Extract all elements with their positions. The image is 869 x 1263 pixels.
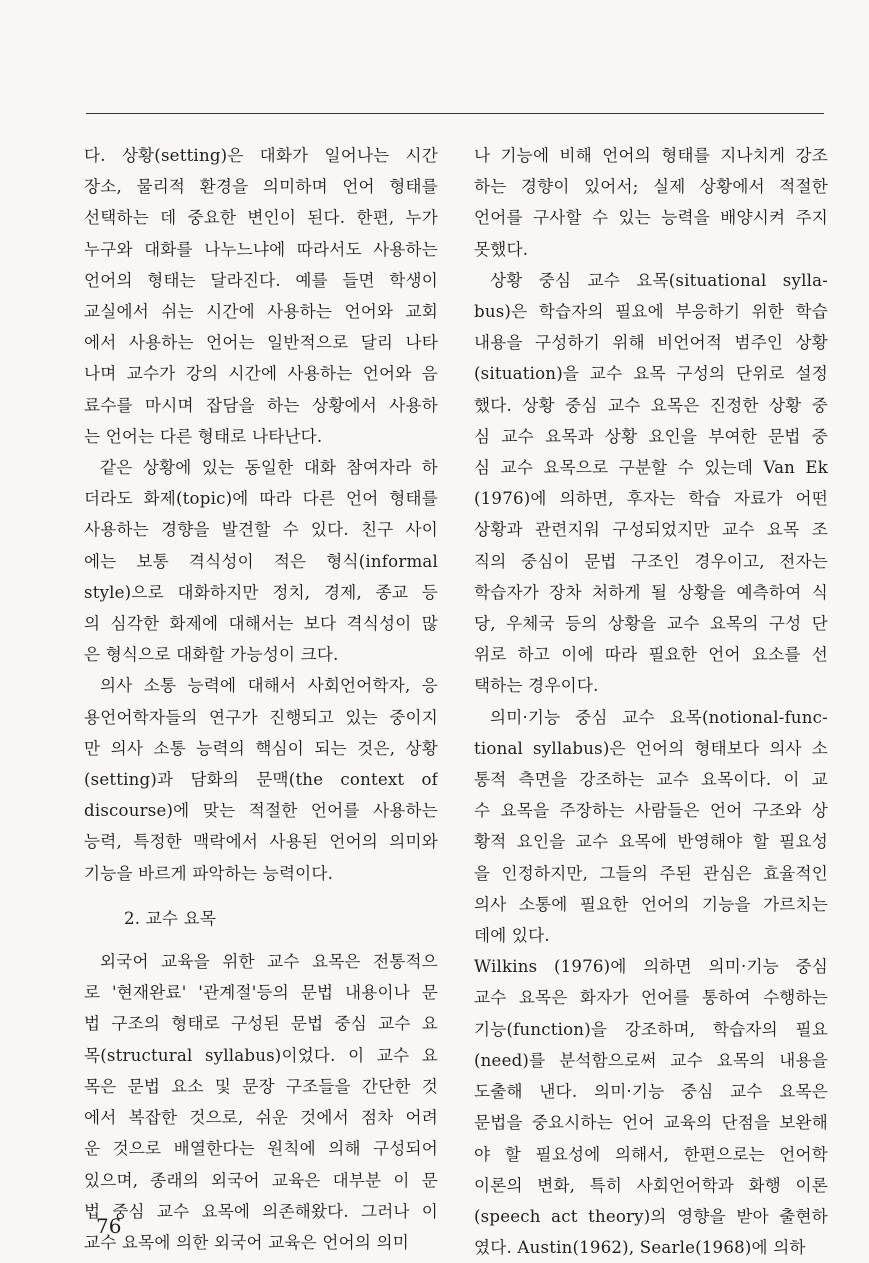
text-line: 나 기능에 비해 언어의 형태를 지나치게 강조 xyxy=(474,146,828,165)
text-line: 같은 상황에 있는 동일한 대화 참여자라 하 xyxy=(100,458,438,478)
text-line: 있으며, 종래의 외국어 교육은 대부분 이 문 xyxy=(84,1170,438,1190)
text-line: 의 심각한 화제에 대해서는 보다 격식성이 많 xyxy=(84,614,438,634)
text-line: 만 의사 소통 능력의 핵심이 되는 것은, 상황 xyxy=(84,738,438,758)
text-line: 기능을 바르게 파악하는 능력이다. xyxy=(84,863,334,883)
paragraph xyxy=(474,265,828,702)
text-line: 기능(function)을 강조하며, 학습자의 필요 xyxy=(474,1019,828,1039)
paragraph xyxy=(84,140,438,452)
text-line: 료수를 마시며 잡담을 하는 상황에서 사용하 xyxy=(84,395,438,415)
text-line: 도출해 낸다. 의미·기능 중심 교수 요목은 xyxy=(474,1082,828,1102)
text-line: 통적 측면을 강조하는 교수 요목이다. 이 교 xyxy=(474,770,828,790)
text-line: 법 구조의 형태로 구성된 문법 중심 교수 요 xyxy=(84,1014,438,1034)
text-line: style)으로 대화하지만 정치, 경제, 종교 등 xyxy=(84,582,438,602)
text-line: 언어의 형태는 달라진다. 예를 들면 학생이 xyxy=(84,270,438,290)
text-line: 상황과 관련지워 구성되었지만 교수 요목 조 xyxy=(474,520,828,540)
text-line: 용언어학자들의 연구가 진행되고 있는 중이지 xyxy=(84,707,438,727)
text-line: 데에 있다. xyxy=(474,926,550,946)
text-line: 에는 보통 격식성이 적은 형식(informal xyxy=(84,551,438,571)
paragraph xyxy=(474,951,828,1263)
text-line: 은 형식으로 대화할 가능성이 크다. xyxy=(84,645,339,665)
text-line: (need)를 분석함으로써 교수 요목의 내용을 xyxy=(474,1050,828,1070)
text-line: 의미·기능 중심 교수 요목(notional-func- xyxy=(490,707,828,727)
text-line: 심 교수 요목과 상황 요인을 부여한 문법 중 xyxy=(474,426,828,446)
text-line: 다. 상황(setting)은 대화가 일어나는 시간 xyxy=(84,146,438,165)
text-line: 교실에서 쉬는 시간에 사용하는 언어와 교회 xyxy=(84,302,438,322)
right-column xyxy=(474,140,828,1263)
text-line: 능력, 특정한 맥락에서 사용된 언어의 의미와 xyxy=(84,832,438,852)
paragraph xyxy=(474,702,828,952)
text-line: 목(structural syllabus)이었다. 이 교수 요 xyxy=(84,1045,438,1065)
text-line: 야 할 필요성에 의해서, 한편으로는 언어학 xyxy=(474,1144,828,1164)
text-line: 외국어 교육을 위한 교수 요목은 전통적으 xyxy=(100,952,438,972)
section-gap xyxy=(84,889,438,903)
text-line: tional syllabus)은 언어의 형태보다 의사 소 xyxy=(474,738,828,758)
text-line: 에서 사용하는 언어는 일반적으로 달리 나타 xyxy=(84,333,438,353)
text-line: (1976)에 의하면, 후자는 학습 자료가 어떤 xyxy=(474,489,828,509)
text-line: 에서 복잡한 것으로, 쉬운 것에서 점차 어려 xyxy=(84,1108,438,1128)
text-line: 선택하는 데 중요한 변인이 된다. 한편, 누가 xyxy=(84,208,438,228)
text-line: 로 '현재완료' '관계절'등의 문법 내용이나 문 xyxy=(84,983,438,1003)
text-line: 장소, 물리적 환경을 의미하며 언어 형태를 xyxy=(84,177,438,197)
text-line: 누구와 대화를 나누느냐에 따라서도 사용하는 xyxy=(84,239,438,259)
text-line: 수 요목을 주장하는 사람들은 언어 구조와 상 xyxy=(474,801,828,821)
text-line: 는 언어는 다른 형태로 나타난다. xyxy=(84,426,323,446)
text-line: 언어를 구사할 수 있는 능력을 배양시켜 주지 xyxy=(474,208,828,228)
text-line: 황적 요인을 교수 요목에 반영해야 할 필요성 xyxy=(474,832,828,852)
text-line: 의사 소통 능력에 대해서 사회언어학자, 응 xyxy=(100,676,438,696)
page-number: 76 xyxy=(96,1214,122,1238)
text-line: bus)은 학습자의 필요에 부응하기 위한 학습 xyxy=(474,302,828,322)
text-line: 하는 경향이 있어서; 실제 상황에서 적절한 xyxy=(474,177,828,197)
section-heading: 2. 교수 요목 xyxy=(124,908,217,928)
text-line: (situation)을 교수 요목 구성의 단위로 설정 xyxy=(474,364,828,384)
text-line: 의사 소통에 필요한 언어의 기능을 가르치는 xyxy=(474,894,828,914)
paragraph xyxy=(84,670,438,888)
text-line: 택하는 경우이다. xyxy=(474,676,599,696)
text-line: 심 교수 요목으로 구분할 수 있는데 Van Ek xyxy=(474,458,828,478)
text-line: 위로 하고 이에 따라 필요한 언어 요소를 선 xyxy=(474,645,828,665)
text-line: 이론의 변화, 특히 사회언어학과 화행 이론 xyxy=(474,1175,828,1195)
text-line: discourse)에 맞는 적절한 언어를 사용하는 xyxy=(84,801,438,821)
text-line: 목은 문법 요소 및 문장 구조들을 간단한 것 xyxy=(84,1076,438,1096)
paragraph xyxy=(84,946,438,1258)
paragraph xyxy=(84,452,438,670)
text-line: 였다. Austin(1962), Searle(1968)에 의하 xyxy=(474,1238,806,1258)
text-line: 을 인정하지만, 그들의 주된 관심은 효율적인 xyxy=(474,863,828,883)
text-line: 했다. 상황 중심 교수 요목은 진정한 상황 중 xyxy=(474,395,828,415)
text-line: 당, 우체국 등의 상황을 교수 요목의 구성 단 xyxy=(474,614,828,634)
text-line: 더라도 화제(topic)에 따라 다른 언어 형태를 xyxy=(84,489,438,509)
text-line: 교수 요목에 의한 외국어 교육은 언어의 의미 xyxy=(84,1232,409,1252)
text-line: 법 중심 교수 요목에 의존해왔다. 그러나 이 xyxy=(84,1201,438,1221)
text-line: 직의 중심이 문법 구조인 경우이고, 전자는 xyxy=(474,551,828,571)
paragraph xyxy=(474,140,828,265)
text-line: 나며 교수가 강의 시간에 사용하는 언어와 음 xyxy=(84,364,438,384)
left-column xyxy=(84,140,438,1258)
text-line: 사용하는 경향을 발견할 수 있다. 친구 사이 xyxy=(84,520,438,540)
text-line: 상황 중심 교수 요목(situational sylla- xyxy=(490,270,828,290)
text-line: 내용을 구성하기 위해 비언어적 범주인 상황 xyxy=(474,333,828,353)
text-line: 문법을 중요시하는 언어 교육의 단점을 보완해 xyxy=(474,1113,828,1133)
text-line: Wilkins (1976)에 의하면 의미·기능 중심 xyxy=(474,957,828,977)
text-line: 못했다. xyxy=(474,239,529,259)
text-line: (setting)과 담화의 문맥(the context of xyxy=(84,770,438,790)
text-line: 운 것으로 배열한다는 원칙에 의해 구성되어 xyxy=(84,1139,438,1159)
header-rule xyxy=(86,113,824,114)
text-line: 학습자가 장차 처하게 될 상황을 예측하여 식 xyxy=(474,582,828,602)
text-line: (speech act theory)의 영향을 받아 출현하 xyxy=(474,1206,828,1226)
text-line: 교수 요목은 화자가 언어를 통하여 수행하는 xyxy=(474,988,828,1008)
